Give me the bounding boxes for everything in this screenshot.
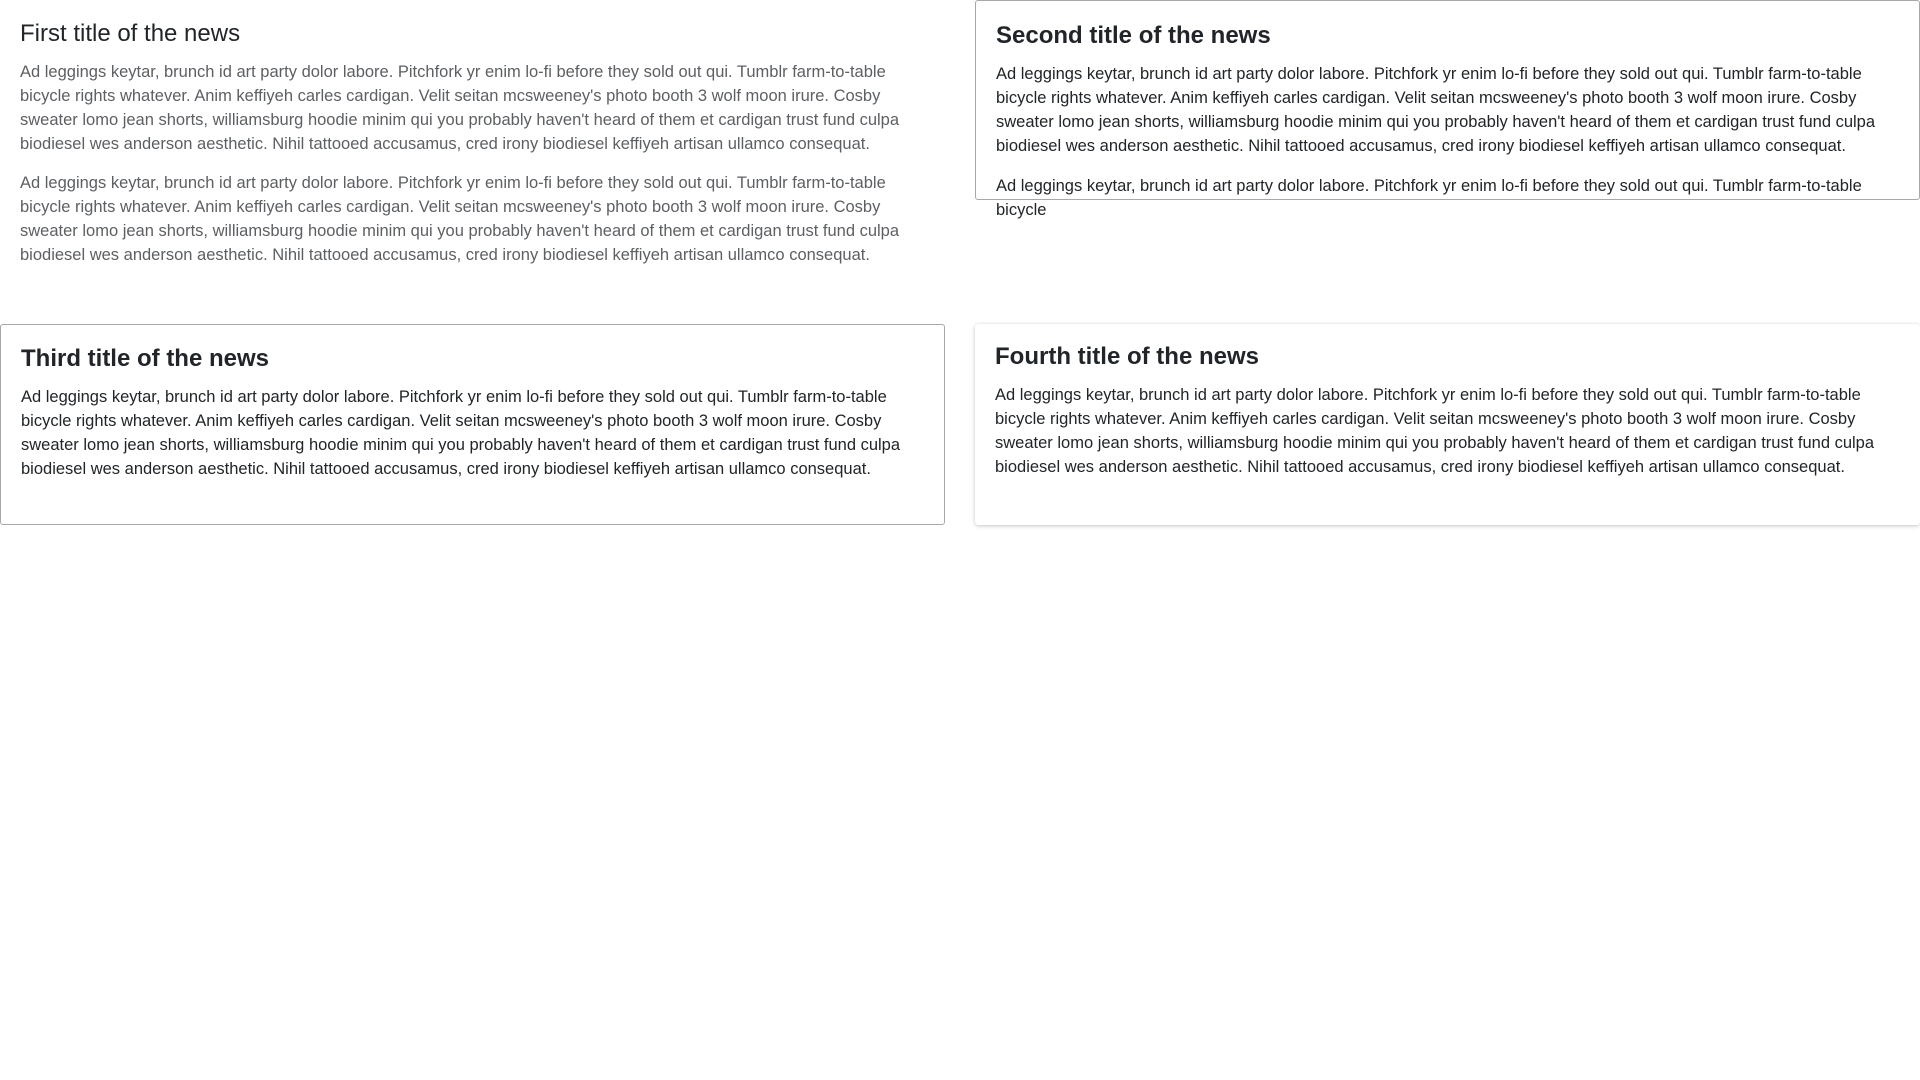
- news-title: Third title of the news: [21, 345, 270, 372]
- news-card-fourth: [975, 324, 1920, 525]
- news-title: First title of the news: [20, 20, 241, 47]
- news-paragraph: Ad leggings keytar, brunch id art party dolor labore. Pitchfork yr enim lo-fi before they sold out qui. Tumblr farm-to-table bicycle rights whatever. Anim keffiyeh carles cardigan. Velit seitan mcsweeney's photo booth 3 wolf moon irure. Cosby sweater lomo jean shorts, williamsburg hoodie minim qui you probably haven't heard of them et cardigan trust fund culpa biodiesel wes anderson aesthetic. Nihil tattooed accusamus, cred irony biodiesel keffiyeh artisan ullamco consequat.: [995, 386, 1875, 476]
- news-paragraph: Ad leggings keytar, brunch id art party dolor labore. Pitchfork yr enim lo-fi before they sold out qui. Tumblr farm-to-table bicycle: [996, 177, 1862, 219]
- news-title: Fourth title of the news: [995, 343, 1259, 370]
- news-paragraph: Ad leggings keytar, brunch id art party dolor labore. Pitchfork yr enim lo-fi before they sold out qui. Tumblr farm-to-table bicycle rights whatever. Anim keffiyeh carles cardigan. Velit seitan mcsweeney's photo booth 3 wolf moon irure. Cosby sweater lomo jean shorts, williamsburg hoodie minim qui you probably haven't heard of them et cardigan trust fund culpa biodiesel wes anderson aesthetic. Nihil tattooed accusamus, cred irony biodiesel keffiyeh artisan ullamco consequat.: [20, 174, 900, 264]
- news-paragraph: Ad leggings keytar, brunch id art party dolor labore. Pitchfork yr enim lo-fi before they sold out qui. Tumblr farm-to-table bicycle rights whatever. Anim keffiyeh carles cardigan. Velit seitan mcsweeney's photo booth 3 wolf moon irure. Cosby sweater lomo jean shorts, williamsburg hoodie minim qui you probably haven't heard of them et cardigan trust fund culpa biodiesel wes anderson aesthetic. Nihil tattooed accusamus, cred irony biodiesel keffiyeh artisan ullamco consequat.: [996, 65, 1876, 155]
- news-card-first: [0, 0, 945, 285]
- news-paragraph: Ad leggings keytar, brunch id art party dolor labore. Pitchfork yr enim lo-fi before they sold out qui. Tumblr farm-to-table bicycle rights whatever. Anim keffiyeh carles cardigan. Velit seitan mcsweeney's photo booth 3 wolf moon irure. Cosby sweater lomo jean shorts, williamsburg hoodie minim qui you probably haven't heard of them et cardigan trust fund culpa biodiesel wes anderson aesthetic. Nihil tattooed accusamus, cred irony biodiesel keffiyeh artisan ullamco consequat.: [21, 388, 901, 478]
- news-paragraph: Ad leggings keytar, brunch id art party dolor labore. Pitchfork yr enim lo-fi before they sold out qui. Tumblr farm-to-table bicycle rights whatever. Anim keffiyeh carles cardigan. Velit seitan mcsweeney's photo booth 3 wolf moon irure. Cosby sweater lomo jean shorts, williamsburg hoodie minim qui you probably haven't heard of them et cardigan trust fund culpa biodiesel wes anderson aesthetic. Nihil tattooed accusamus, cred irony biodiesel keffiyeh artisan ullamco consequat.: [20, 63, 900, 153]
- news-card-second[interactable]: [975, 0, 1920, 219]
- news-title: Second title of the news: [996, 22, 1271, 49]
- news-card-third: [0, 324, 945, 525]
